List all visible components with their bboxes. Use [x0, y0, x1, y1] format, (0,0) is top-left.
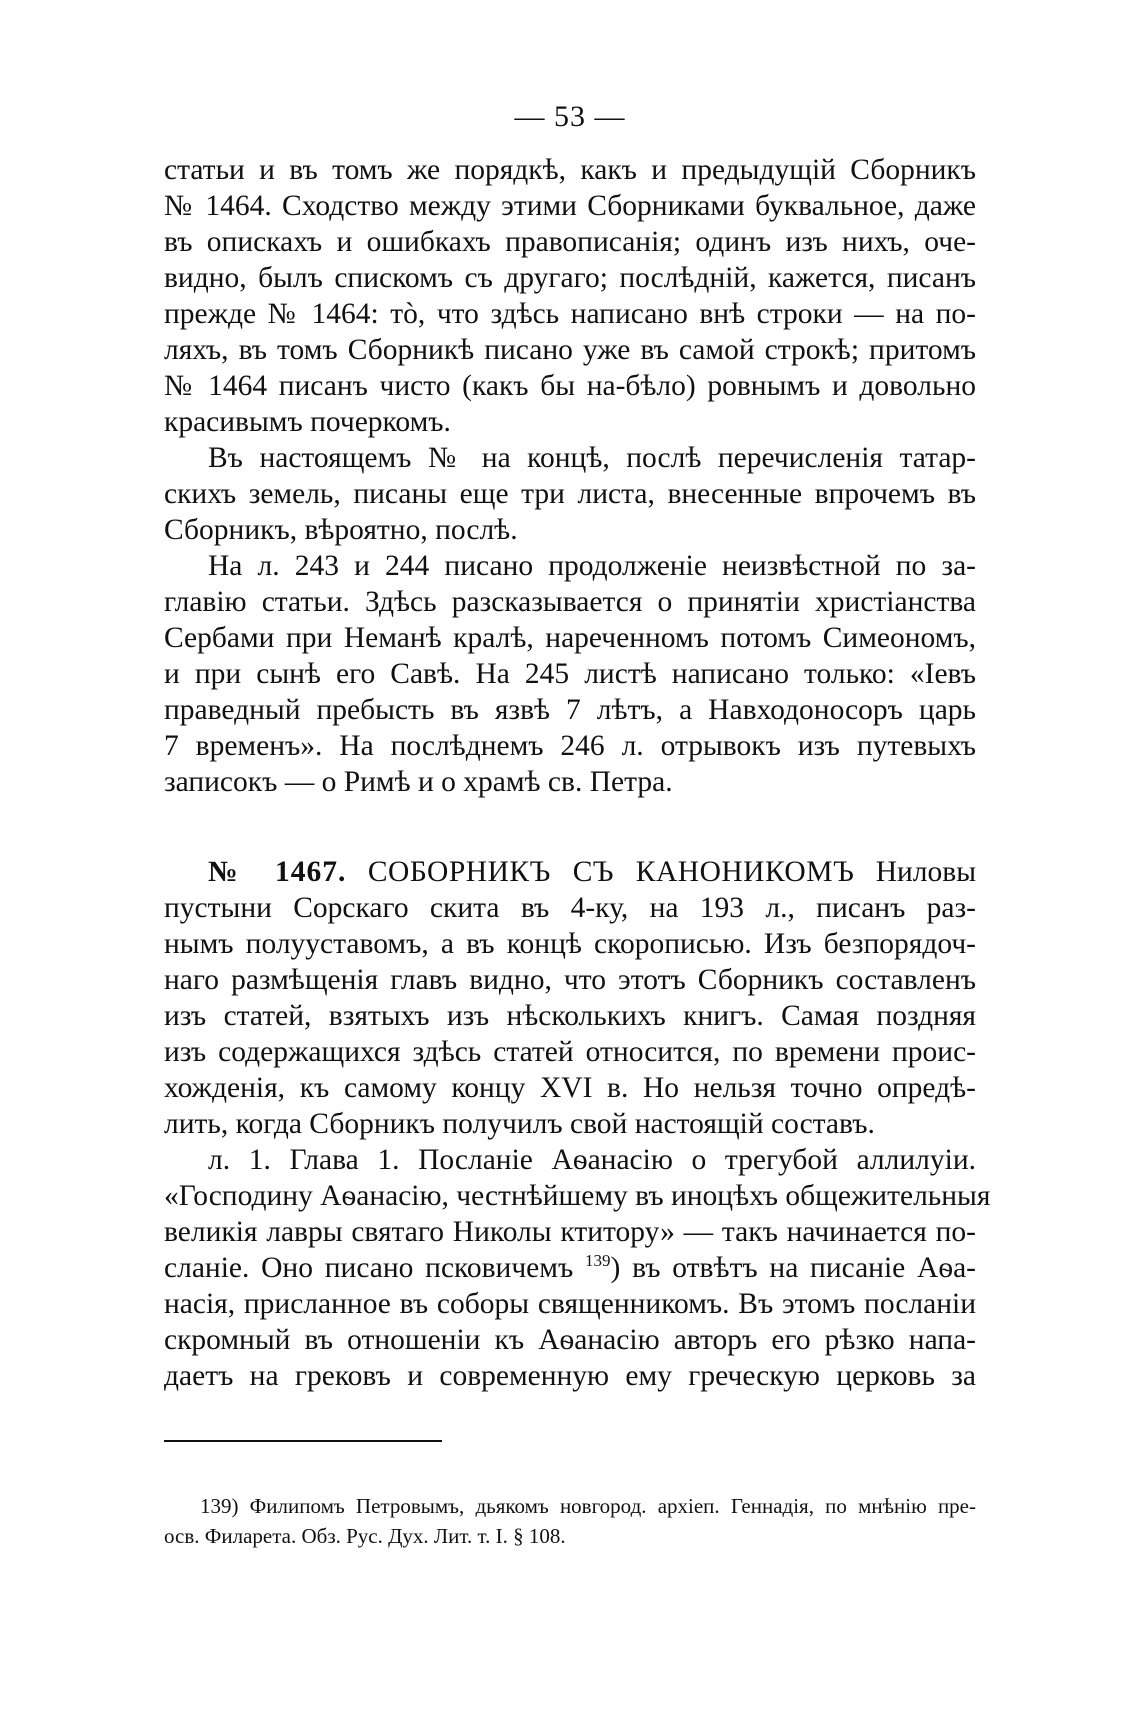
- text-line: изъ содержащихся здѣсь статей относится, по времени проис-: [164, 1036, 976, 1068]
- text-line: Въ настоящемъ № на концѣ, послѣ перечисленія татар-: [208, 442, 976, 474]
- text-line: «Господину Аѳанасію, честнѣйшему въ иноцѣхъ общежительныя: [164, 1180, 991, 1212]
- text-line: Сборникъ, вѣроятно, послѣ.: [164, 514, 518, 546]
- text-line: записокъ — о Римѣ и о храмѣ св. Петра.: [164, 766, 673, 798]
- footnote-line: [200, 1492, 976, 1520]
- text-line: хожденія, къ самому концу XVI в. Но нельзя точно опредѣ-: [164, 1072, 976, 1104]
- text-line: красивымъ почеркомъ.: [164, 406, 451, 438]
- text-line: статьи и въ томъ же порядкѣ, какъ и предыдущій Сборникъ: [164, 154, 976, 186]
- text-segment: сланіе. Оно писано псковичемъ: [164, 1252, 574, 1284]
- text-line: № 1464 писанъ чисто (какъ бы на-бѣло) ровнымъ и довольно: [164, 370, 976, 402]
- footnote-line: осв. Филарета. Обз. Рус. Дух. Лит. т. I. § 108.: [164, 1524, 566, 1548]
- text-line: скихъ земель, писаны еще три листа, внесенные впрочемъ въ: [164, 478, 976, 510]
- text-line: даетъ на грековъ и современную ему греческую церковь за: [164, 1360, 976, 1392]
- text-line: главію статьи. Здѣсь разсказывается о принятіи христіанства: [164, 586, 976, 618]
- text-line: На л. 243 и 244 писано продолженіе неизвѣстной по за-: [208, 550, 976, 582]
- text-segment: ) въ отвѣтъ на писаніе Аѳа-: [610, 1252, 976, 1284]
- entry-number: № 1467.: [208, 856, 347, 888]
- text-line: и при сынѣ его Савѣ. На 245 листѣ написано только: «Іевъ: [164, 658, 976, 690]
- text-line: прежде № 1464: тò, что здѣсь написано внѣ строки — на по-: [164, 298, 976, 330]
- footnote-ref-number: 139: [584, 1251, 611, 1271]
- text-line: лить, когда Сборникъ получилъ свой настоящій составъ.: [164, 1108, 875, 1140]
- footnote-text: ) Филипомъ Петровымъ, дьякомъ новгород. архіеп. Геннадія, по мнѣнію пре-: [231, 1494, 976, 1518]
- text-line: Сербами при Неманѣ кралѣ, нареченномъ потомъ Симеономъ,: [164, 622, 976, 654]
- page-number: — 53 —: [514, 100, 626, 133]
- entry-title: СОБОРНИКЪ СЪ КАНОНИКОМЪ: [367, 856, 855, 888]
- text-line: видно, былъ спискомъ съ другаго; послѣдній, кажется, писанъ: [164, 262, 976, 294]
- text-line: скромный въ отношеніи къ Аѳанасію авторъ его рѣзко напа-: [164, 1324, 976, 1356]
- text-line: великія лавры святаго Николы ктитору» — такъ начинается по-: [164, 1216, 976, 1248]
- text-line: 7 временъ». На послѣднемъ 246 л. отрывокъ изъ путевыхъ: [164, 730, 976, 762]
- text-line: ляхъ, въ томъ Сборникѣ писано уже въ самой строкѣ; притомъ: [164, 334, 976, 366]
- entry-first-line-rest: Ниловы: [875, 856, 977, 888]
- text-line: [164, 1248, 976, 1288]
- text-line: изъ статей, взятыхъ изъ нѣсколькихъ книгъ. Самая поздняя: [164, 1000, 976, 1032]
- text-line: наго размѣщенія главъ видно, что этотъ Сборникъ составленъ: [164, 964, 976, 996]
- text-line: л. 1. Глава 1. Посланіе Аѳанасію о трегубой аллилуіи.: [208, 1144, 976, 1176]
- text-line: № 1464. Сходство между этими Сборниками буквальное, даже: [164, 190, 976, 222]
- footnote-number: 139: [200, 1494, 232, 1518]
- entry-heading-line: [208, 852, 976, 892]
- text-line: насія, присланное въ соборы священникомъ. Въ этомъ посланіи: [164, 1288, 976, 1320]
- text-line: пустыни Сорскаго скита въ 4-ку, на 193 л., писанъ раз-: [164, 892, 976, 924]
- footnote-divider: [164, 1440, 442, 1442]
- text-line: въ опискахъ и ошибкахъ правописанія; одинъ изъ нихъ, оче-: [164, 226, 976, 258]
- text-line: праведный пребысть въ язвѣ 7 лѣтъ, а Навходоносоръ царь: [164, 694, 976, 726]
- text-line: нымъ полууставомъ, а въ концѣ скорописью. Изъ безпорядоч-: [164, 928, 976, 960]
- footnote-reference: [585, 1252, 976, 1284]
